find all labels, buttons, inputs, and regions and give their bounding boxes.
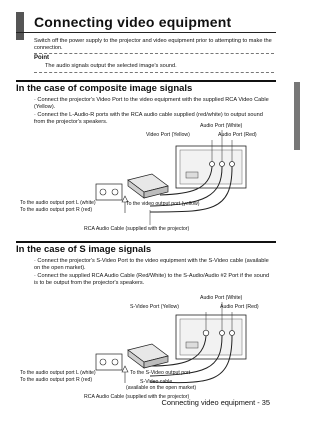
- page-footer: Connecting video equipment - 35: [161, 398, 270, 407]
- composite-label-audio-out-right: To the audio output port R (red): [20, 207, 93, 213]
- composite-label-video-port-yellow: Video Port (Yellow): [146, 132, 190, 138]
- page-title: Connecting video equipment: [34, 14, 232, 30]
- video-equipment-2: [128, 344, 168, 368]
- svideo-label-cable-name: S-Video cable: [140, 379, 173, 385]
- composite-label-audio-port-red: Audio Port (Red): [218, 132, 257, 138]
- svideo-label-rca-cable: RCA Audio Cable (supplied with the projector): [84, 394, 190, 400]
- svideo-label-audio-port-red: Audio Port (Red): [220, 304, 259, 310]
- svideo-label-cable-availability: (available on the open market): [126, 385, 197, 391]
- svideo-label-audio-out-right: To the audio output port R (red): [20, 377, 93, 383]
- composite-label-audio-out-left: To the audio output port L (white): [20, 200, 96, 206]
- svideo-label-svideo-port-yellow: S-Video Port (Yellow): [130, 304, 180, 310]
- composite-bullet-2: · Connect the L-Audio-R ports with the RCA audio cable supplied (red/white) to output sound from the projector's speakers.: [34, 112, 263, 126]
- svideo-label-audio-port-white: Audio Port (White): [200, 295, 243, 301]
- projector-port-panel-2: [176, 315, 246, 359]
- section-svideo-title: In the case of S image signals: [16, 244, 152, 255]
- svideo-bullet-2: · Connect the supplied RCA Audio Cable (Red/White) to the S-Audio/Audio #2 Port if the sound is to be output from the projector's speakers.: [34, 273, 270, 287]
- composite-label-audio-port-white: Audio Port (White): [200, 123, 243, 129]
- intro-text: Switch off the power supply to the projector and video equipment prior to attempting to make the connection.: [34, 38, 272, 52]
- svideo-bullet-1: · Connect the projector's S-Video Port to the video equipment with the S-Video cable (available on the open market).: [34, 258, 269, 272]
- composite-label-cable: RCA Audio Cable (supplied with the projector): [84, 226, 190, 232]
- point-label: Point: [34, 55, 49, 61]
- svideo-label-svideo-out: To the S-Video output port: [130, 370, 191, 376]
- section-composite-title: In the case of composite image signals: [16, 83, 193, 94]
- composite-label-video-out: To the video output port (yellow): [126, 201, 200, 207]
- vcr-device-2: [96, 354, 122, 370]
- composite-bullet-1: · Connect the projector's Video Port to the video equipment with the supplied RCA Video Cable (Yellow).: [34, 97, 269, 111]
- point-text: The audio signals output the selected image's sound.: [45, 63, 177, 69]
- svideo-label-audio-out-left: To the audio output port L (white): [20, 370, 96, 376]
